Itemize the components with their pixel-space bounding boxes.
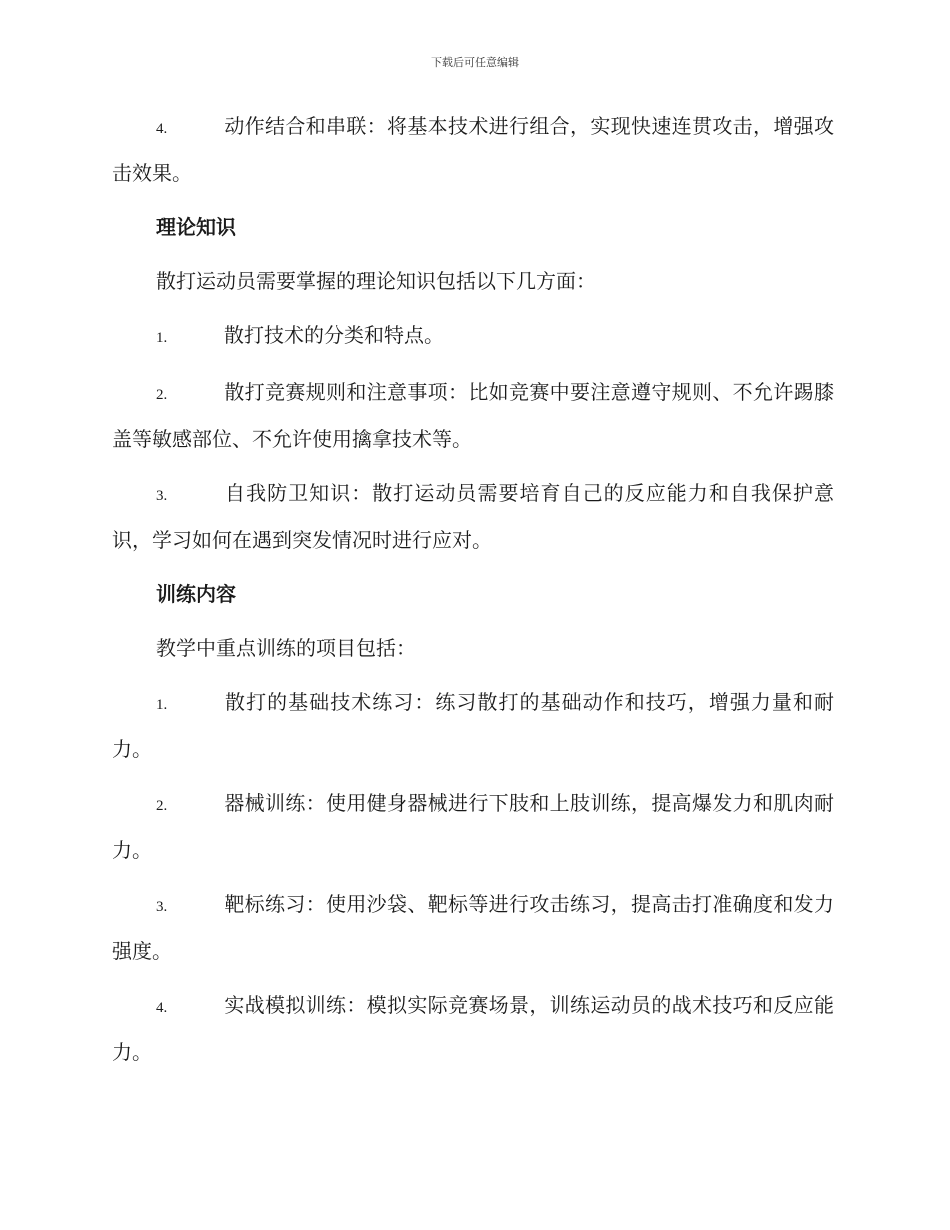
list-item (112, 313, 834, 360)
list-item (112, 471, 834, 562)
list-number: 3. (156, 488, 168, 504)
list-item (112, 370, 834, 461)
list-number: 2. (156, 387, 168, 403)
section-intro-training: 教学中重点训练的项目包括： (156, 636, 416, 660)
list-item (112, 983, 834, 1074)
list-number: 1. (156, 697, 168, 713)
list-item (112, 882, 834, 973)
section-heading-theory: 理论知识 (156, 215, 236, 239)
list-number: 1. (156, 330, 168, 346)
list-text: 器械训练：使用健身器械进行下肢和上肢训练，提高爆发力和肌肉耐力。 (112, 791, 834, 862)
list-text: 自我防卫知识：散打运动员需要培育自己的反应能力和自我保护意识，学习如何在遇到突发情况时进行应对。 (112, 481, 834, 552)
list-item (112, 680, 834, 771)
list-number: 2. (156, 798, 168, 814)
document-body (112, 104, 834, 1084)
list-number: 3. (156, 899, 168, 915)
list-item (112, 781, 834, 872)
list-text: 靶标练习：使用沙袋、靶标等进行攻击练习，提高击打准确度和发力强度。 (112, 892, 834, 963)
list-text: 散打的基础技术练习：练习散打的基础动作和技巧，增强力量和耐力。 (112, 690, 834, 761)
list-number: 4. (156, 1000, 168, 1016)
list-text: 实战模拟训练：模拟实际竞赛场景，训练运动员的战术技巧和反应能力。 (112, 993, 834, 1064)
list-number: 4. (156, 121, 168, 137)
section-intro-theory: 散打运动员需要掌握的理论知识包括以下几方面： (156, 269, 596, 293)
list-text: 散打技术的分类和特点。 (224, 323, 444, 347)
section-heading-training: 训练内容 (156, 582, 236, 606)
list-item (112, 104, 834, 195)
page-header: 下载后可任意编辑 (431, 56, 519, 69)
list-text: 动作结合和串联：将基本技术进行组合，实现快速连贯攻击，增强攻击效果。 (112, 114, 834, 185)
list-text: 散打竞赛规则和注意事项：比如竞赛中要注意遵守规则、不允许踢膝盖等敏感部位、不允许使用擒拿技术等。 (112, 380, 834, 451)
